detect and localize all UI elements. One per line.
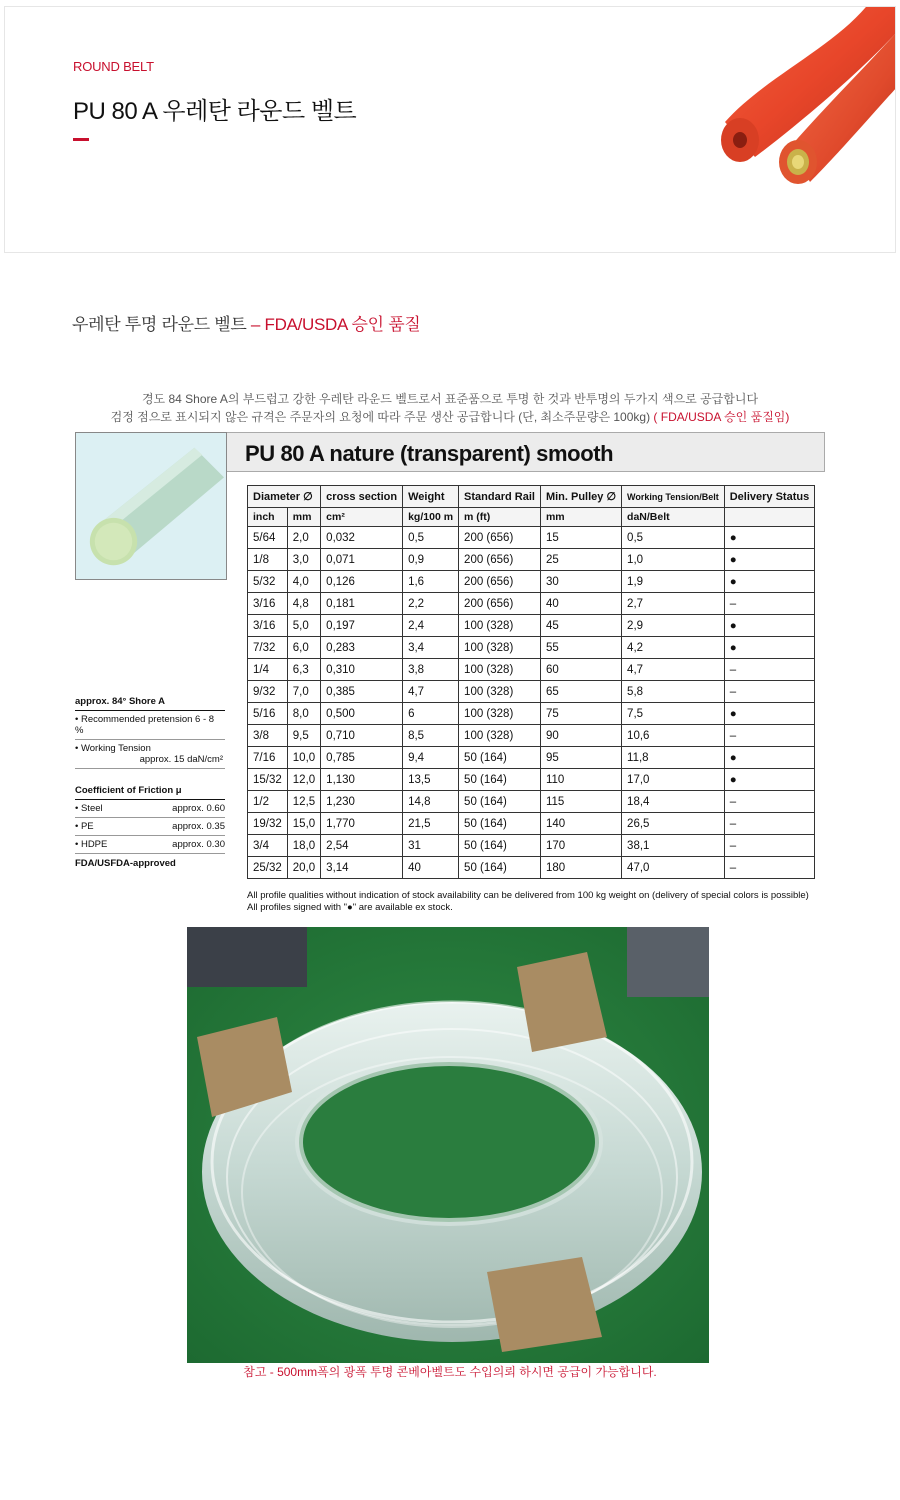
table-row xyxy=(248,835,815,857)
footer-caption: 참고 - 500mm폭의 광폭 투명 콘베아벨트도 수입의뢰 하시면 공급이 가능합니다. xyxy=(243,1365,657,1379)
cell-cross-section: 1,770 xyxy=(321,813,403,835)
section-heading-accent: – FDA/USDA 승인 품질 xyxy=(250,315,421,334)
cell-delivery-status: ● xyxy=(724,615,814,637)
cell-mm: 7,0 xyxy=(287,681,320,703)
col-header-min-pulley: Min. Pulley ∅ xyxy=(540,486,621,508)
table-row xyxy=(248,703,815,725)
friction-row xyxy=(75,800,225,818)
cell-standard-rail: 100 (328) xyxy=(459,725,541,747)
working-tension-label: • Working Tension xyxy=(75,743,151,754)
cell-inch: 1/8 xyxy=(248,549,288,571)
cell-min-pulley: 95 xyxy=(540,747,621,769)
cell-mm: 5,0 xyxy=(287,615,320,637)
cell-inch: 7/32 xyxy=(248,637,288,659)
cell-cross-section: 0,181 xyxy=(321,593,403,615)
cell-working-tension: 5,8 xyxy=(622,681,725,703)
intro-line-2-approval: ( FDA/USDA 승인 품질임) xyxy=(653,410,790,424)
title-underline-accent xyxy=(73,138,89,141)
cell-working-tension: 17,0 xyxy=(622,769,725,791)
cell-mm: 9,5 xyxy=(287,725,320,747)
intro-line-2-main: 검정 점으로 표시되지 않은 규격은 주문자의 요청에 따라 주문 생산 공급합니다 (단, 최소주문량은 100kg) xyxy=(110,410,654,424)
cell-working-tension: 47,0 xyxy=(622,857,725,879)
cell-working-tension: 10,6 xyxy=(622,725,725,747)
table-units-row xyxy=(248,508,815,527)
cell-standard-rail: 200 (656) xyxy=(459,571,541,593)
friction-row xyxy=(75,818,225,836)
product-datasheet xyxy=(75,430,825,910)
cell-delivery-status: – xyxy=(724,857,814,879)
page-title: PU 80 A 우레탄 라운드 벨트 xyxy=(73,98,357,125)
cell-cross-section: 0,385 xyxy=(321,681,403,703)
cell-inch: 19/32 xyxy=(248,813,288,835)
red-round-belt-image xyxy=(705,7,896,197)
spec-summary xyxy=(75,696,225,869)
cell-working-tension: 2,9 xyxy=(622,615,725,637)
cell-inch: 1/2 xyxy=(248,791,288,813)
cell-weight: 6 xyxy=(403,703,459,725)
hero-banner xyxy=(4,6,896,253)
cell-mm: 3,0 xyxy=(287,549,320,571)
cell-cross-section: 0,785 xyxy=(321,747,403,769)
cell-weight: 0,5 xyxy=(403,527,459,549)
cell-standard-rail: 50 (164) xyxy=(459,835,541,857)
cell-mm: 12,0 xyxy=(287,769,320,791)
table-row xyxy=(248,747,815,769)
cell-working-tension: 26,5 xyxy=(622,813,725,835)
unit-cell: m (ft) xyxy=(459,508,541,527)
cell-mm: 4,0 xyxy=(287,571,320,593)
cell-standard-rail: 100 (328) xyxy=(459,681,541,703)
cell-inch: 25/32 xyxy=(248,857,288,879)
col-header-weight: Weight xyxy=(403,486,459,508)
cell-working-tension: 1,9 xyxy=(622,571,725,593)
cell-inch: 7/16 xyxy=(248,747,288,769)
working-tension xyxy=(75,740,225,769)
cell-min-pulley: 45 xyxy=(540,615,621,637)
cell-min-pulley: 180 xyxy=(540,857,621,879)
cell-inch: 3/16 xyxy=(248,615,288,637)
section-heading xyxy=(72,310,420,335)
section-heading-main: 우레탄 투명 라운드 벨트 xyxy=(72,315,251,334)
transparent-belt-thumbnail xyxy=(75,432,227,580)
cell-standard-rail: 50 (164) xyxy=(459,769,541,791)
cell-weight: 1,6 xyxy=(403,571,459,593)
table-header-row xyxy=(248,486,815,508)
pretension-label: • Recommended pretension 6 - 8 % xyxy=(75,711,225,740)
cell-standard-rail: 50 (164) xyxy=(459,857,541,879)
cell-mm: 15,0 xyxy=(287,813,320,835)
cell-delivery-status: ● xyxy=(724,769,814,791)
cell-working-tension: 38,1 xyxy=(622,835,725,857)
unit-cell: daN/Belt xyxy=(622,508,725,527)
note-stock-availability: All profile qualities without indication of stock availability can be delivered from 100 kg weight on (delivery of special colors is possible) xyxy=(247,890,809,901)
cell-mm: 2,0 xyxy=(287,527,320,549)
cell-inch: 9/32 xyxy=(248,681,288,703)
spec-table xyxy=(247,485,815,879)
cell-min-pulley: 55 xyxy=(540,637,621,659)
cell-min-pulley: 25 xyxy=(540,549,621,571)
cell-min-pulley: 30 xyxy=(540,571,621,593)
cell-cross-section: 0,710 xyxy=(321,725,403,747)
cell-standard-rail: 100 (328) xyxy=(459,703,541,725)
cell-cross-section: 1,230 xyxy=(321,791,403,813)
cell-delivery-status: ● xyxy=(724,527,814,549)
cell-delivery-status: – xyxy=(724,681,814,703)
cell-weight: 40 xyxy=(403,857,459,879)
table-row xyxy=(248,549,815,571)
product-title: PU 80 A nature (transparent) smooth xyxy=(245,441,614,466)
cell-weight: 9,4 xyxy=(403,747,459,769)
cell-min-pulley: 110 xyxy=(540,769,621,791)
cell-working-tension: 7,5 xyxy=(622,703,725,725)
cell-weight: 14,8 xyxy=(403,791,459,813)
table-row xyxy=(248,813,815,835)
cell-delivery-status: ● xyxy=(724,571,814,593)
category-label: ROUND BELT xyxy=(73,59,154,74)
cell-working-tension: 2,7 xyxy=(622,593,725,615)
cell-standard-rail: 200 (656) xyxy=(459,527,541,549)
cell-delivery-status: – xyxy=(724,725,814,747)
cell-weight: 13,5 xyxy=(403,769,459,791)
table-row xyxy=(248,571,815,593)
table-row xyxy=(248,527,815,549)
cell-working-tension: 0,5 xyxy=(622,527,725,549)
cell-standard-rail: 200 (656) xyxy=(459,593,541,615)
cell-cross-section: 1,130 xyxy=(321,769,403,791)
note-ex-stock: All profiles signed with "●" are available ex stock. xyxy=(247,902,453,913)
table-row xyxy=(248,681,815,703)
friction-material: • HDPE xyxy=(75,839,108,850)
cell-inch: 3/16 xyxy=(248,593,288,615)
cell-min-pulley: 90 xyxy=(540,725,621,747)
product-title-bar xyxy=(227,432,825,472)
hardness-label: approx. 84° Shore A xyxy=(75,696,225,711)
cell-delivery-status: – xyxy=(724,835,814,857)
cell-weight: 0,9 xyxy=(403,549,459,571)
table-row xyxy=(248,791,815,813)
col-header-working-tension: Working Tension/Belt xyxy=(622,486,725,508)
table-row xyxy=(248,615,815,637)
cell-working-tension: 4,2 xyxy=(622,637,725,659)
cell-working-tension: 4,7 xyxy=(622,659,725,681)
cell-standard-rail: 200 (656) xyxy=(459,549,541,571)
cell-working-tension: 18,4 xyxy=(622,791,725,813)
cell-delivery-status: – xyxy=(724,813,814,835)
cell-weight: 4,7 xyxy=(403,681,459,703)
cell-inch: 3/4 xyxy=(248,835,288,857)
cell-mm: 12,5 xyxy=(287,791,320,813)
cell-mm: 6,3 xyxy=(287,659,320,681)
cell-mm: 4,8 xyxy=(287,593,320,615)
approval-label: FDA/USFDA-approved xyxy=(75,858,176,869)
cell-weight: 3,4 xyxy=(403,637,459,659)
col-header-cross-section: cross section xyxy=(321,486,403,508)
friction-material: • PE xyxy=(75,821,94,832)
cell-min-pulley: 140 xyxy=(540,813,621,835)
friction-heading: Coefficient of Friction μ xyxy=(75,785,225,800)
table-row xyxy=(248,857,815,879)
cell-cross-section: 0,071 xyxy=(321,549,403,571)
col-header-standard-rail: Standard Rail xyxy=(459,486,541,508)
cell-min-pulley: 75 xyxy=(540,703,621,725)
cell-cross-section: 0,197 xyxy=(321,615,403,637)
cell-standard-rail: 50 (164) xyxy=(459,747,541,769)
unit-cell xyxy=(724,508,814,527)
cell-delivery-status: ● xyxy=(724,637,814,659)
cell-cross-section: 0,500 xyxy=(321,703,403,725)
cell-cross-section: 0,032 xyxy=(321,527,403,549)
cell-min-pulley: 170 xyxy=(540,835,621,857)
friction-value: approx. 0.30 xyxy=(172,839,225,850)
friction-row xyxy=(75,836,225,854)
cell-weight: 31 xyxy=(403,835,459,857)
cell-standard-rail: 100 (328) xyxy=(459,637,541,659)
table-row xyxy=(248,769,815,791)
cell-inch: 1/4 xyxy=(248,659,288,681)
cell-min-pulley: 65 xyxy=(540,681,621,703)
cell-inch: 5/64 xyxy=(248,527,288,549)
unit-cell: inch xyxy=(248,508,288,527)
cell-mm: 20,0 xyxy=(287,857,320,879)
cell-cross-section: 0,283 xyxy=(321,637,403,659)
cell-inch: 5/16 xyxy=(248,703,288,725)
table-notes xyxy=(247,890,809,914)
cell-mm: 8,0 xyxy=(287,703,320,725)
unit-cell: mm xyxy=(287,508,320,527)
friction-value: approx. 0.35 xyxy=(172,821,225,832)
friction-value: approx. 0.60 xyxy=(172,803,225,814)
intro-line-2 xyxy=(0,408,900,425)
cell-inch: 3/8 xyxy=(248,725,288,747)
cell-delivery-status: ● xyxy=(724,703,814,725)
table-body xyxy=(248,527,815,879)
table-row xyxy=(248,659,815,681)
cell-mm: 18,0 xyxy=(287,835,320,857)
friction-material: • Steel xyxy=(75,803,103,814)
cell-weight: 3,8 xyxy=(403,659,459,681)
cell-min-pulley: 60 xyxy=(540,659,621,681)
cell-delivery-status: ● xyxy=(724,747,814,769)
working-tension-value: approx. 15 daN/cm² xyxy=(139,754,223,765)
cell-delivery-status: – xyxy=(724,593,814,615)
cell-delivery-status: ● xyxy=(724,549,814,571)
cell-weight: 2,2 xyxy=(403,593,459,615)
cell-cross-section: 0,126 xyxy=(321,571,403,593)
cell-working-tension: 11,8 xyxy=(622,747,725,769)
cell-weight: 8,5 xyxy=(403,725,459,747)
cell-weight: 2,4 xyxy=(403,615,459,637)
col-header-diameter: Diameter ∅ xyxy=(248,486,321,508)
cell-cross-section: 2,54 xyxy=(321,835,403,857)
cell-inch: 15/32 xyxy=(248,769,288,791)
table-row xyxy=(248,725,815,747)
transparent-belt-coil-photo xyxy=(187,927,709,1363)
cell-cross-section: 3,14 xyxy=(321,857,403,879)
cell-working-tension: 1,0 xyxy=(622,549,725,571)
unit-cell: mm xyxy=(540,508,621,527)
cell-cross-section: 0,310 xyxy=(321,659,403,681)
unit-cell: kg/100 m xyxy=(403,508,459,527)
cell-inch: 5/32 xyxy=(248,571,288,593)
cell-standard-rail: 100 (328) xyxy=(459,659,541,681)
cell-standard-rail: 50 (164) xyxy=(459,813,541,835)
cell-min-pulley: 15 xyxy=(540,527,621,549)
table-row xyxy=(248,593,815,615)
cell-delivery-status: – xyxy=(724,791,814,813)
cell-mm: 10,0 xyxy=(287,747,320,769)
cell-delivery-status: – xyxy=(724,659,814,681)
table-row xyxy=(248,637,815,659)
cell-standard-rail: 50 (164) xyxy=(459,791,541,813)
intro-line-1: 경도 84 Shore A의 부드럽고 강한 우레탄 라운드 벨트로서 표준품으로 투명 한 것과 반투명의 두가지 색으로 공급합니다 xyxy=(141,392,759,406)
unit-cell: cm² xyxy=(321,508,403,527)
cell-weight: 21,5 xyxy=(403,813,459,835)
col-header-delivery-status: Delivery Status xyxy=(724,486,814,508)
cell-min-pulley: 115 xyxy=(540,791,621,813)
cell-standard-rail: 100 (328) xyxy=(459,615,541,637)
cell-min-pulley: 40 xyxy=(540,593,621,615)
cell-mm: 6,0 xyxy=(287,637,320,659)
